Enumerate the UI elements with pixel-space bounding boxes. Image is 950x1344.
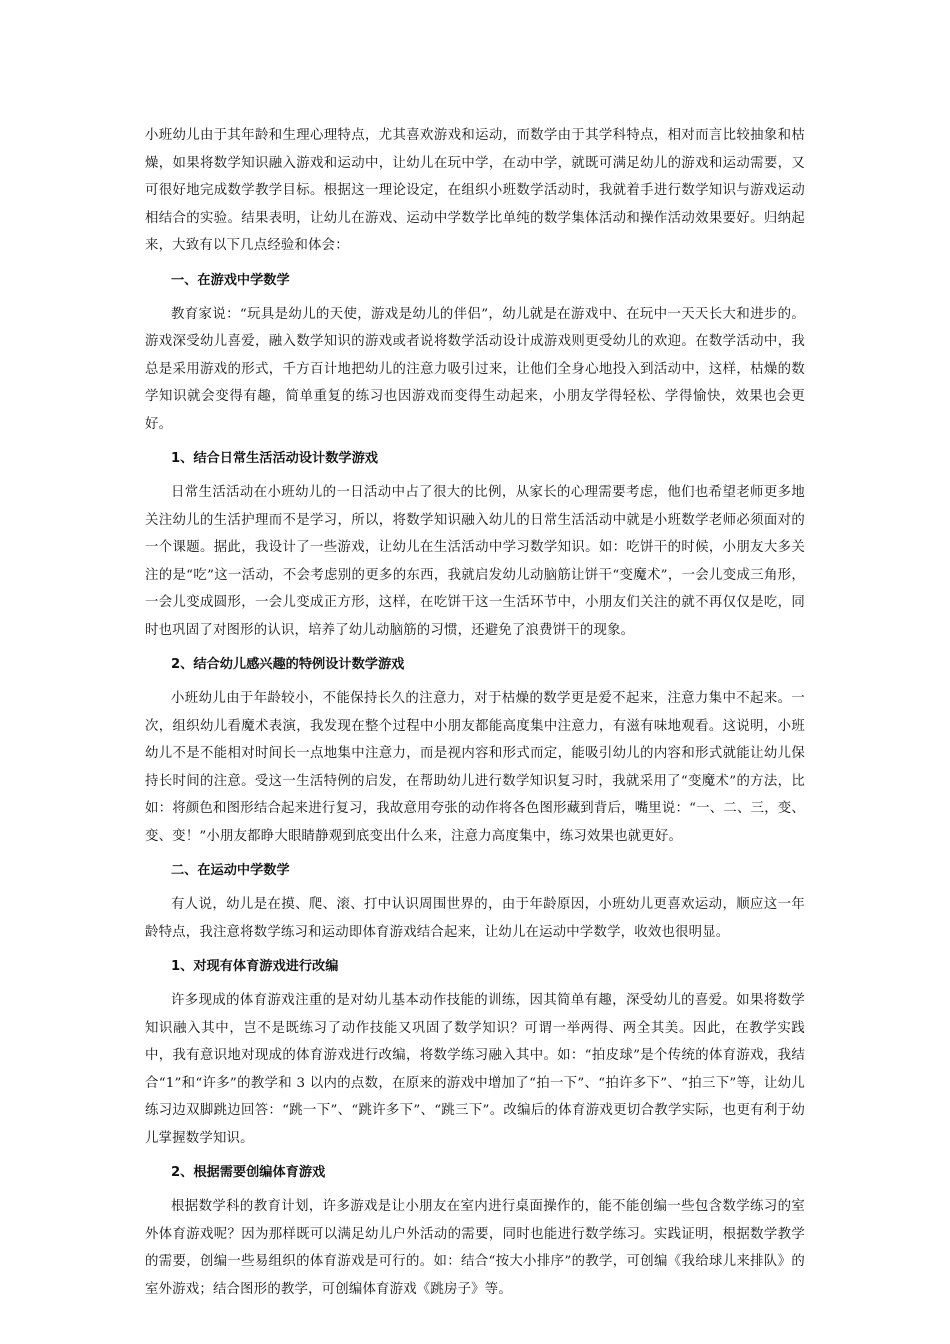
section-2-sub-1-paragraph: 许多现成的体育游戏注重的是对幼儿基本动作技能的训练，因其简单有趣，深受幼儿的喜爱。如果将数学知识融入其中，岂不是既练习了动作技能又巩固了数学知识？可谓一举两得、两全其美。因此，在教学实践中，我有意识地对现成的体育游戏进行改编，将数学练习融入其中。如：“拍皮球”是个传统的体育游戏，我结合“1”和“许多”的教学和 3 以内的点数，在原来的游戏中增加了“拍一下”、“拍许多下”、“拍三下”等，让幼儿练习边双脚跳边回答：“跳一下”、“跳许多下”、“跳三下”。改编后的体育游戏更切合教学实际，也更有利于幼儿掌握数学知识。 [145,993,805,1146]
document-page [145,122,805,1303]
section-2-sub-2-paragraph: 根据数学科的教育计划，许多游戏是让小朋友在室内进行桌面操作的，能不能创编一些包含数学练习的室外体育游戏呢？因为那样既可以满足幼儿户外活动的需要，同时也能进行数学练习。实践证明，根据数学教学的需要，创编一些易组织的体育游戏是可行的。如：结合“按大小排序”的教学，可创编《我给球儿来排队》的室外游戏；结合图形的教学，可创编体育游戏《跳房子》等。 [145,1199,805,1297]
section-2-paragraph: 有人说，幼儿是在摸、爬、滚、打中认识周围世界的，由于年龄原因，小班幼儿更喜欢运动，顺应这一年龄特点，我注意将数学练习和运动即体育游戏结合起来，让幼儿在运动中学数学，收效也很明显。 [145,897,805,940]
section-2-sub-2-heading: 2、根据需要创编体育游戏 [171,1165,326,1180]
section-2-sub-1-heading: 1、对现有体育游戏进行改编 [171,959,339,974]
section-1-sub-2-heading: 2、结合幼儿感兴趣的特例设计数学游戏 [171,657,405,672]
section-1-sub-2-paragraph: 小班幼儿由于年龄较小，不能保持长久的注意力，对于枯燥的数学更是爱不起来，注意力集中不起来。一次，组织幼儿看魔术表演，我发现在整个过程中小朋友都能高度集中注意力，有滋有味地观看。这说明，小班幼儿不是不能相对时间长一点地集中注意力，而是视内容和形式而定，能吸引幼儿的内容和形式就能让幼儿保持长时间的注意。受这一生活特例的启发，在帮助幼儿进行数学知识复习时，我就采用了“变魔术”的方法，比如：将颜色和图形结合起来进行复习，我故意用夸张的动作将各色图形藏到背后，嘴里说：“一、二、三，变、变、变！”小朋友都睁大眼睛静观到底变出什么来，注意力高度集中，练习效果也就更好。 [145,691,805,844]
section-1-paragraph: 教育家说：“玩具是幼儿的天使，游戏是幼儿的伴侣”，幼儿就是在游戏中、在玩中一天天长大和进步的。游戏深受幼儿喜爱，融入数学知识的游戏或者说将数学活动设计成游戏则更受幼儿的欢迎。在数学活动中，我总是采用游戏的形式，千方百计地把幼儿的注意力吸引过来，让他们全身心地投入到活动中，这样，枯燥的数学知识就会变得有趣，简单重复的练习也因游戏而变得生动起来，小朋友学得轻松、学得愉快，效果也会更好。 [145,306,805,432]
intro-paragraph: 小班幼儿由于其年龄和生理心理特点，尤其喜欢游戏和运动，而数学由于其学科特点，相对而言比较抽象和枯燥，如果将数学知识融入游戏和运动中，让幼儿在玩中学，在动中学，就既可满足幼儿的游戏和运动需要，又可很好地完成数学教学目标。根据这一理论设定，在组织小班数学活动时，我就着手进行数学知识与游戏运动相结合的实验。结果表明，让幼儿在游戏、运动中学数学比单纯的数学集体活动和操作活动效果要好。归纳起来，大致有以下几点经验和体会： [145,128,805,253]
section-1-heading: 一、在游戏中学数学 [171,272,290,288]
section-2-heading: 二、在运动中学数学 [171,863,290,878]
section-1-sub-1-heading: 1、结合日常生活活动设计数学游戏 [171,451,378,466]
section-1-sub-1-paragraph: 日常生活活动在小班幼儿的一日活动中占了很大的比例，从家长的心理需要考虑，他们也希望老师更多地关注幼儿的生活护理而不是学习，所以，将数学知识融入幼儿的日常生活活动中就是小班数学老师必须面对的一个课题。据此，我设计了一些游戏，让幼儿在生活活动中学习数学知识。如：吃饼干的时候，小朋友大多关注的是“吃”这一活动，不会考虑别的更多的东西，我就启发幼儿动脑筋让饼干“变魔术”，一会儿变成三角形，一会儿变成圆形，一会儿变成正方形，这样，在吃饼干这一生活环节中，小朋友们关注的就不再仅仅是吃，同时也巩固了对图形的认识，培养了幼儿动脑筋的习惯，还避免了浪费饼干的现象。 [145,485,805,638]
